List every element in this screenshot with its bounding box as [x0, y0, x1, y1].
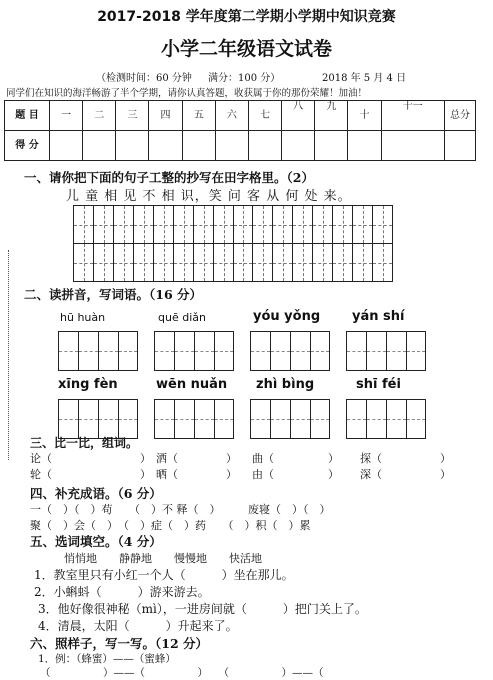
intro-text: 同学们在知识的海洋畅游了半个学期，请你认真答题，收获属于你的那份荣耀！加油！: [6, 88, 368, 99]
q5-item-1: 1．教室里只有小红一个人（ ）坐在那儿。: [34, 568, 294, 582]
tianzige-cell[interactable]: [174, 206, 194, 244]
answer-box-xingfen[interactable]: [58, 399, 138, 439]
tianzige-cell[interactable]: [74, 244, 94, 282]
q5-item-2: 2．小蝌蚪（ ）游来游去。: [34, 585, 210, 599]
tianzige-cell[interactable]: [134, 244, 154, 282]
q3-sa: 洒（: [156, 452, 178, 465]
full-score: 满分：100 分）: [208, 73, 281, 84]
cell-guide-v: [263, 244, 264, 281]
score-cell[interactable]: [445, 131, 476, 161]
col-4: 四: [149, 101, 182, 131]
answer-box-shifei[interactable]: [346, 399, 426, 439]
tianzige-cell[interactable]: [273, 244, 293, 282]
score-cell[interactable]: [315, 131, 348, 161]
cell-guide-v: [204, 206, 205, 243]
cell-guide-v: [164, 206, 165, 243]
q4-title: 四、补充成语。（6 分）: [30, 486, 162, 501]
binding-line: [8, 250, 9, 460]
q3-you: 由（: [252, 468, 274, 481]
score-cell[interactable]: [381, 131, 444, 161]
q5-item-3: 3．他好像很神秘（mì），一进房间就（ ）把门关上了。: [38, 602, 367, 616]
score-cell[interactable]: [348, 131, 381, 161]
tianzige-cell[interactable]: [114, 244, 134, 282]
tianzige-grid[interactable]: [73, 205, 393, 282]
q3-shai: 晒（: [156, 468, 178, 481]
row-label-score: 得 分: [5, 131, 50, 161]
col-1: 一: [50, 101, 83, 131]
tianzige-cell[interactable]: [253, 244, 273, 282]
cell-guide-v: [363, 244, 364, 281]
cell-guide-v: [104, 244, 105, 281]
q3-lun2: 轮（: [30, 468, 52, 481]
q3-tan: 探（: [360, 452, 382, 465]
q3-title: 三、比一比，组词。: [30, 436, 139, 450]
pinyin-youyong: yóu yǒng: [253, 309, 321, 324]
cell-guide-v: [124, 206, 125, 243]
tianzige-cell[interactable]: [333, 244, 353, 282]
cell-guide-v: [204, 244, 205, 281]
score-cell[interactable]: [282, 131, 315, 161]
cell-guide-v: [224, 244, 225, 281]
answer-box-huhuan[interactable]: [58, 331, 138, 371]
q2-title: 二、读拼音，写词语。（16 分）: [24, 287, 202, 302]
pinyin-yanshi: yán shí: [352, 309, 405, 324]
q4-row1: 一（ ）（ ）苟 （ ）不 释（ ） 废寝（ ）（ ）: [30, 503, 331, 516]
cell-guide-v: [184, 244, 185, 281]
q3-qu-close: ）: [328, 452, 339, 465]
cell-guide-v: [144, 206, 145, 243]
cell-guide-v: [184, 206, 185, 243]
tianzige-cell[interactable]: [234, 244, 254, 282]
cell-guide-v: [323, 206, 324, 243]
tianzige-cell[interactable]: [373, 244, 393, 282]
tianzige-cell[interactable]: [94, 244, 114, 282]
tianzige-cell[interactable]: [353, 206, 373, 244]
q3-sa-close: ）: [226, 452, 237, 465]
cell-guide-v: [343, 244, 344, 281]
tianzige-cell[interactable]: [313, 206, 333, 244]
col-8: 八: [282, 101, 315, 131]
cell-guide-v: [303, 206, 304, 243]
q3-shen-close: ）: [440, 468, 451, 481]
tianzige-cell[interactable]: [154, 244, 174, 282]
score-cell[interactable]: [215, 131, 248, 161]
cell-guide-v: [84, 206, 85, 243]
q3-qu: 曲（: [252, 452, 274, 465]
cell-guide-v: [283, 206, 284, 243]
pinyin-quedian: quē diǎn: [158, 311, 206, 324]
tianzige-cell[interactable]: [174, 244, 194, 282]
cell-guide-v: [323, 244, 324, 281]
q5-item-4: 4．清晨，太阳（ ）升起来了。: [38, 619, 238, 633]
q5-title: 五、选词填空。（4 分）: [30, 534, 162, 549]
q3-lun: 论（: [30, 452, 52, 465]
pinyin-huhuan: hū huàn: [60, 311, 106, 324]
tianzige-cell[interactable]: [94, 206, 114, 244]
row-label-question: 题 目: [5, 101, 50, 131]
answer-box-quedian[interactable]: [154, 331, 234, 371]
score-cell[interactable]: [248, 131, 281, 161]
score-cell[interactable]: [116, 131, 149, 161]
q3-shen: 深（: [360, 468, 382, 481]
cell-guide-v: [263, 206, 264, 243]
tianzige-cell[interactable]: [194, 244, 214, 282]
col-5: 五: [182, 101, 215, 131]
tianzige-cell[interactable]: [234, 206, 254, 244]
pinyin-xingfen: xīng fèn: [58, 377, 118, 392]
exam-title: 2017-2018 学年度第二学期小学期中知识竞赛: [97, 9, 396, 25]
score-table: [4, 100, 476, 161]
q1-title: 一、请你把下面的句子工整的抄写在田字格里。（2）: [24, 170, 314, 185]
tianzige-cell[interactable]: [253, 206, 273, 244]
cell-guide-v: [164, 244, 165, 281]
cell-guide-v: [343, 206, 344, 243]
q6-blanks[interactable]: （ ）——（ ） （ ）——（: [40, 667, 324, 679]
tianzige-cell[interactable]: [273, 206, 293, 244]
cell-guide-v: [144, 244, 145, 281]
tianzige-cell[interactable]: [293, 206, 313, 244]
cell-guide-v: [243, 244, 244, 281]
q6-title: 六、照样子，写一写。（12 分）: [30, 636, 208, 651]
pinyin-zhibing: zhì bìng: [256, 377, 315, 392]
col-7: 七: [248, 101, 281, 131]
tianzige-cell[interactable]: [373, 206, 393, 244]
cell-guide-v: [224, 206, 225, 243]
tianzige-cell[interactable]: [214, 206, 234, 244]
tianzige-cell[interactable]: [154, 206, 174, 244]
score-cell[interactable]: [182, 131, 215, 161]
paper-title: 小学二年级语文试卷: [160, 38, 332, 60]
tianzige-cell[interactable]: [293, 244, 313, 282]
pinyin-wennuan: wēn nuǎn: [156, 377, 228, 392]
score-cell[interactable]: [50, 131, 83, 161]
cell-guide-v: [383, 206, 384, 243]
answer-box-yanshi[interactable]: [346, 331, 426, 371]
cell-guide-v: [363, 206, 364, 243]
exam-date: 2018 年 5 月 4 日: [322, 73, 407, 84]
tianzige-cell[interactable]: [333, 206, 353, 244]
cell-guide-v: [84, 244, 85, 281]
exam-time: （检测时间：60 分钟: [96, 73, 192, 84]
tianzige-cell[interactable]: [214, 244, 234, 282]
q3-lun-close: ）: [140, 452, 151, 465]
col-3: 三: [116, 101, 149, 131]
score-cell[interactable]: [149, 131, 182, 161]
col-9: 九: [315, 101, 348, 131]
q5-words: 悄悄地 静静地 慢慢地 快活地: [64, 552, 262, 565]
col-10: 十: [348, 101, 381, 131]
col-2: 二: [83, 101, 116, 131]
tianzige-cell[interactable]: [194, 206, 214, 244]
q3-tan-close: ）: [440, 452, 451, 465]
q3-shai-close: ）: [226, 468, 237, 481]
tianzige-cell[interactable]: [114, 206, 134, 244]
q1-sentence: 儿 童 相 见 不 相 识，笑 问 客 从 何 处 来。: [66, 189, 352, 204]
q3-you-close: ）: [328, 468, 339, 481]
cell-guide-v: [124, 244, 125, 281]
tianzige-cell[interactable]: [134, 206, 154, 244]
q3-lun2-close: ）: [140, 468, 151, 481]
answer-box-youyong[interactable]: [250, 331, 330, 371]
tianzige-cell[interactable]: [313, 244, 333, 282]
cell-guide-v: [104, 206, 105, 243]
q6-example: 1．例：（蜂蜜）——（蜜蜂）: [38, 653, 176, 665]
col-11: 十一: [381, 101, 444, 131]
tianzige-cell[interactable]: [353, 244, 373, 282]
cell-guide-v: [303, 244, 304, 281]
cell-guide-v: [283, 244, 284, 281]
answer-box-zhibing[interactable]: [250, 399, 330, 439]
cell-guide-v: [383, 244, 384, 281]
pinyin-shifei: shī féi: [356, 377, 401, 392]
col-total: 总分: [445, 101, 476, 131]
answer-box-wennuan[interactable]: [154, 399, 234, 439]
cell-guide-v: [243, 206, 244, 243]
q4-row2: 聚（ ）会（ ） （ ）症（ ）药 （ ）积（ ）累: [30, 519, 311, 532]
tianzige-cell[interactable]: [74, 206, 94, 244]
col-6: 六: [215, 101, 248, 131]
score-cell[interactable]: [83, 131, 116, 161]
